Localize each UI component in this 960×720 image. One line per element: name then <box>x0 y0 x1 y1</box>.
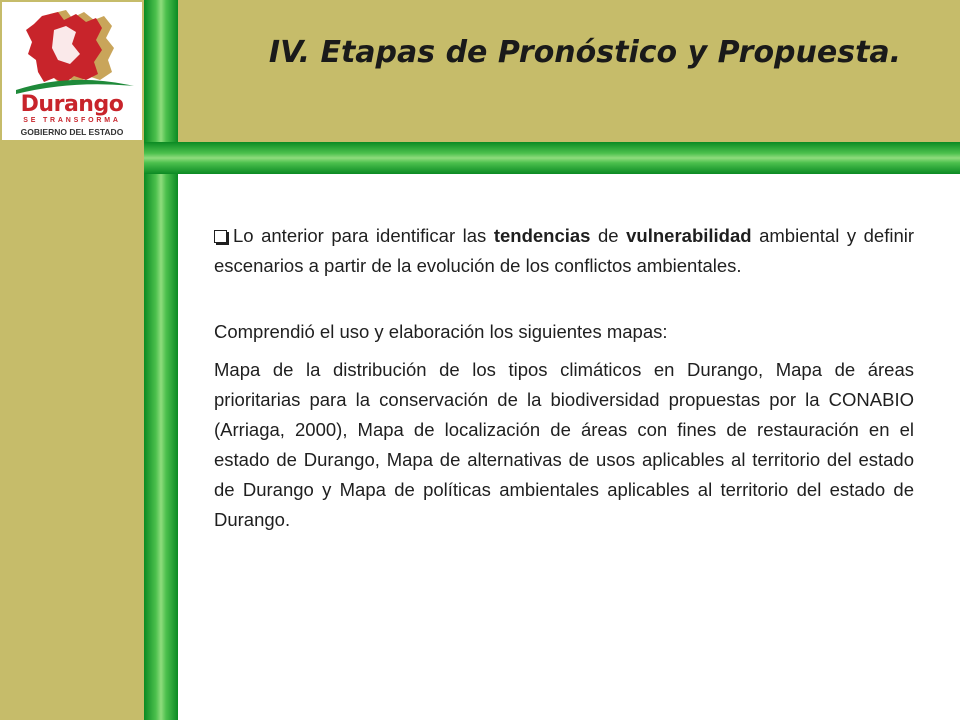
durango-logo <box>2 2 142 140</box>
maps-list-paragraph: Mapa de la distribución de los tipos climáticos en Durango, Mapa de áreas prioritarias para la conservación de la biodiversidad propuestas por la CONABIO (Arriaga, 2000), Mapa de localización de áreas con fines de restauración en el estado de Durango, Mapa de alternativas de usos aplicables al territorio del estado de Durango y Mapa de políticas ambientales aplicables al territorio del estado de Durango. <box>214 359 914 530</box>
slide-title: IV. Etapas de Pronóstico y Propuesta. <box>268 35 902 70</box>
logo-tagline: SE TRANSFORMA <box>23 117 121 124</box>
bullet-text-2: de <box>590 225 627 246</box>
maps-intro-paragraph: Comprendió el uso y elaboración los siguientes mapas: <box>214 321 668 342</box>
checkbox-bullet-icon <box>214 230 227 243</box>
bullet-text-3: ambiental y definir escenarios a partir de la evolución de los conflictos ambientales. <box>214 225 915 276</box>
bullet-text-1: Lo anterior para identificar las <box>233 225 494 246</box>
bullet-bold-vulnerabilidad: vulnerabilidad <box>626 225 752 246</box>
vertical-green-stripe <box>144 0 178 720</box>
logo-government: GOBIERNO DEL ESTADO <box>20 127 124 137</box>
bullet-bold-tendencias: tendencias <box>493 225 591 246</box>
slide-content <box>214 221 914 535</box>
horizontal-green-stripe <box>144 142 960 174</box>
logo-name: Durango <box>20 92 124 117</box>
bullet-paragraph <box>214 221 914 281</box>
